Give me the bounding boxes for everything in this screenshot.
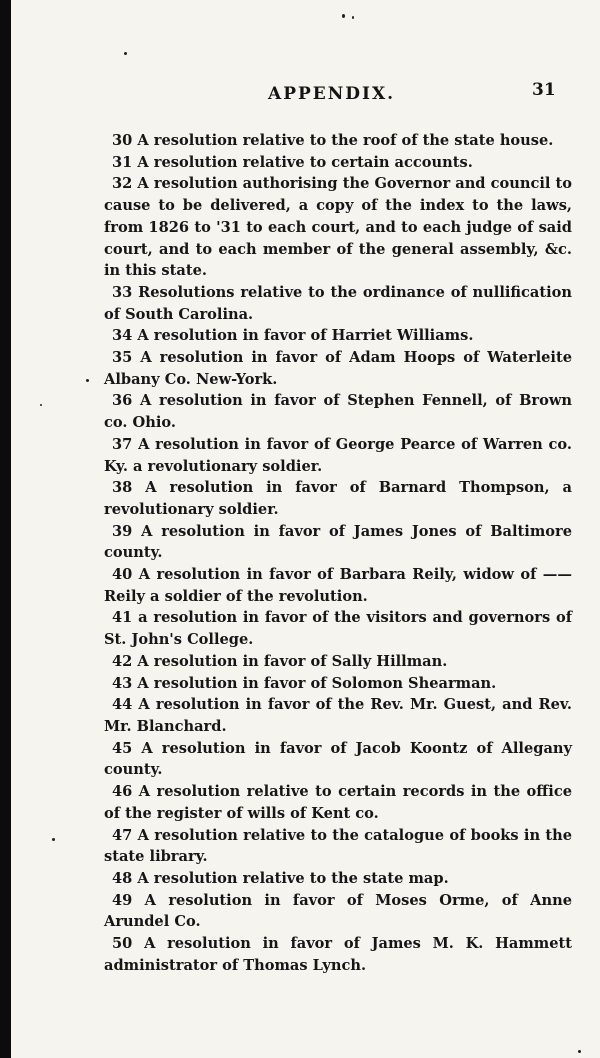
entry-text: A resolution in favor of Adam Hoops of Waterleite Albany Co. New-York. (104, 349, 572, 388)
scan-speck (52, 838, 55, 841)
list-item (104, 651, 572, 673)
list-item (104, 130, 572, 152)
scan-speck (40, 404, 42, 406)
page-header (0, 80, 600, 110)
resolution-list (104, 130, 572, 976)
list-item (104, 477, 572, 520)
entry-text: A resolution in favor of Barbara Reily, widow of —— Reily a soldier of the revolution. (104, 566, 572, 605)
entry-number: 46 (112, 783, 133, 801)
entry-number: 37 (112, 435, 133, 453)
list-item (104, 933, 572, 976)
list-item (104, 434, 572, 477)
entry-number: 48 (112, 869, 133, 887)
entry-text: A resolution relative to the roof of the state house. (137, 132, 554, 149)
list-item (104, 521, 572, 564)
list-item (104, 781, 572, 824)
entry-text: A resolution in favor of Solomon Shearman. (137, 674, 497, 692)
entry-number: 31 (112, 153, 133, 171)
list-item (104, 173, 572, 282)
scan-speck (352, 16, 354, 19)
scan-speck (342, 14, 345, 18)
entry-number: 50 (112, 935, 133, 953)
page-number: 31 (532, 80, 556, 100)
entry-text: Resolutions relative to the ordinance of nullification of South Carolina. (104, 283, 572, 323)
list-item (104, 347, 572, 390)
list-item (104, 564, 572, 607)
entry-text: A resolution authorising the Governor and council to cause to be delivered, a copy of the index to the laws, from 1826 to '31 to each court, and to each judge of said court, and to each member of the general assembly, &c. in this state. (104, 175, 572, 280)
entry-number: 42 (112, 652, 133, 670)
entry-number: 45 (112, 739, 133, 757)
list-item (104, 607, 572, 650)
list-item (104, 282, 572, 325)
scan-speck (86, 379, 89, 382)
entry-text: A resolution in favor of Jacob Koontz of Allegany county. (104, 739, 572, 779)
running-title: APPENDIX. (268, 84, 396, 104)
entry-number: 38 (112, 479, 133, 497)
entry-number: 36 (112, 392, 133, 410)
entry-text: A resolution in favor of the Rev. Mr. Guest, and Rev. Mr. Blanchard. (104, 696, 572, 735)
entry-text: A resolution in favor of Sally Hillman. (137, 652, 448, 670)
entry-number: 41 (112, 609, 133, 627)
list-item (104, 325, 572, 347)
list-item (104, 694, 572, 737)
entry-text: A resolution relative to the state map. (137, 869, 449, 887)
entry-text: A resolution relative to the catalogue of books in the state library. (104, 826, 572, 866)
entry-number: 44 (112, 696, 133, 714)
entry-text: A resolution relative to certain records in the office of the register of wills of Kent co. (104, 783, 572, 822)
entry-text: a resolution in favor of the visitors and governors of St. John's College. (104, 609, 572, 649)
scan-speck (578, 1050, 581, 1053)
scan-speck (124, 52, 127, 55)
entry-text: A resolution relative to certain accounts. (137, 153, 473, 171)
list-item (104, 868, 572, 890)
entry-number: 40 (112, 566, 133, 584)
entry-text: A resolution in favor of James M. K. Hammett administrator of Thomas Lynch. (104, 935, 572, 974)
entry-number: 30 (112, 132, 133, 149)
entry-number: 47 (112, 826, 133, 844)
entry-number: 35 (112, 349, 133, 367)
entry-text: A resolution in favor of George Pearce of Warren co. Ky. a revolutionary soldier. (104, 435, 572, 475)
list-item (104, 390, 572, 433)
entry-number: 39 (112, 522, 133, 540)
entry-text: A resolution in favor of Harriet Williams. (137, 327, 474, 345)
entry-text: A resolution in favor of Barnard Thompson, a revolutionary soldier. (104, 479, 572, 518)
entry-number: 43 (112, 674, 133, 692)
list-item (104, 738, 572, 781)
list-item (104, 825, 572, 868)
entry-number: 49 (112, 891, 133, 909)
entry-text: A resolution in favor of James Jones of Baltimore county. (104, 522, 572, 562)
scan-edge-shadow (0, 0, 11, 1058)
list-item (104, 890, 572, 933)
entry-number: 34 (112, 327, 133, 345)
entry-text: A resolution in favor of Stephen Fennell, of Brown co. Ohio. (104, 392, 572, 432)
list-item (104, 152, 572, 174)
entry-number: 33 (112, 283, 133, 301)
entry-text: A resolution in favor of Moses Orme, of Anne Arundel Co. (104, 891, 572, 931)
list-item (104, 673, 572, 695)
entry-number: 32 (112, 175, 133, 193)
